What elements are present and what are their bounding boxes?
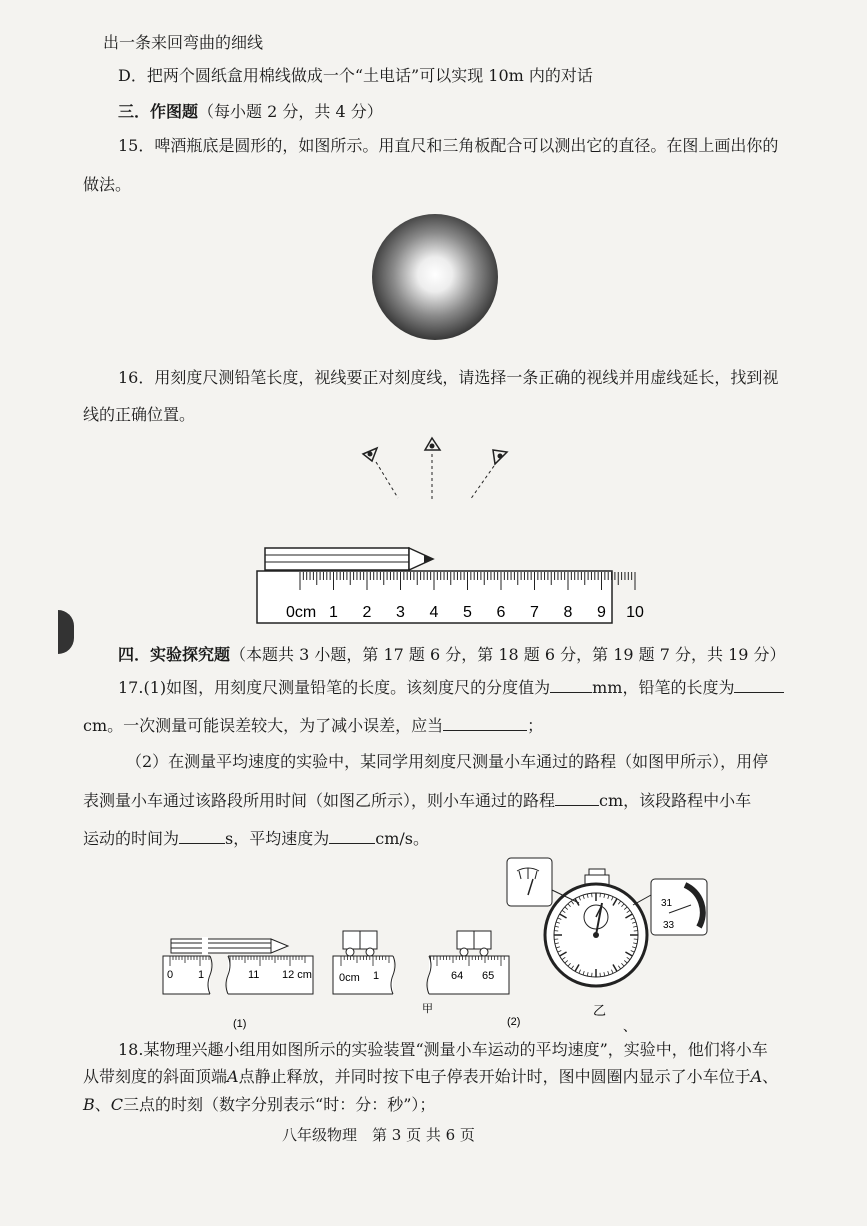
inset-number: 33 [663,920,675,931]
label-jia: 甲 [422,1003,433,1015]
ruler [257,571,644,623]
q17-line4 [83,790,751,811]
q18-line1: 18.某物理兴趣小组用如图所示的实验装置“测量小车运动的平均速度”，实验中，他们将小车 [118,1040,768,1059]
sight-line-left [376,462,398,498]
ruler-label: 7 [530,604,539,621]
q18-text: 点静止释放，并同时按下电子停表开始计时，图中圆圈内显示了小车位于 [238,1067,751,1086]
eye-middle-icon [425,438,440,450]
label-dot: 、 [623,1019,637,1034]
option-d: D．把两个圆纸盒用棉线做成一个“土电话”可以实现 10m 内的对话 [118,66,593,85]
q18-line2 [83,1067,778,1087]
caption-2: (2) [507,1016,521,1028]
caption-1: (1) [233,1018,247,1030]
section-3-heading [118,102,383,122]
q18-text: 、 [762,1067,779,1086]
section-3-title: 三．作图题 [118,102,199,121]
section-4-heading [118,645,786,665]
answer-blank-distance[interactable] [555,790,599,806]
eye-right-icon [493,450,507,464]
q17-text: 运动的时间为 [83,829,180,848]
q17-text: ； [527,716,544,735]
label-yi: 乙 [593,1003,607,1018]
ruler-label: 0 [167,969,174,981]
ruler-small-1 [163,954,313,996]
ruler-label: 65 [482,970,495,982]
ruler-label: 0cm [286,604,317,621]
q17-line5 [83,828,429,849]
ruler-label: 8 [563,604,573,621]
ruler-small-2 [333,954,509,996]
text-line: 出一条来回弯曲的细线 [103,33,264,52]
q16-line1: 16．用刻度尺测铅笔长度，视线要正对刻度线，请选择一条正确的视线并用虚线延长，找到视 [118,368,779,387]
q17-text: 17.(1)如图，用刻度尺测量铅笔的长度。该刻度尺的分度值为 [118,678,551,697]
section-4-title: 四．实验探究题 [118,645,231,664]
page-footer: 八年级物理 第 3 页 共 6 页 [282,1126,475,1144]
ruler-label: 2 [362,604,372,621]
ruler-label: 10 [626,604,644,621]
q17-text: cm。一次测量可能误差较大，为了减小误差，应当 [83,716,444,735]
ruler-label: 1 [373,970,380,982]
stopwatch-icon [545,869,647,986]
section-3-note: （每小题 2 分，共 4 分） [198,102,383,121]
ruler-label: 5 [463,604,472,621]
ruler-label: 4 [429,604,439,621]
q17-line2 [83,715,543,736]
q18-text: 从带刻度的斜面顶端 [83,1067,228,1086]
eye-left-icon [363,448,377,461]
answer-blank-method[interactable] [443,715,527,731]
q16-line2: 线的正确位置。 [83,405,196,424]
ruler-label: 9 [597,604,606,621]
ruler-label: 11 [248,969,260,981]
ruler-label: 3 [396,604,405,621]
q17-line3: （2）在测量平均速度的实验中，某同学用刻度尺测量小车通过的路程（如图甲所示），用停 [126,752,769,771]
ruler-label: 6 [496,604,506,621]
bottle-bottom-figure [370,212,500,342]
answer-blank-division[interactable] [550,677,592,693]
section-4-note: （本题共 3 小题，第 17 题 6 分，第 18 题 6 分，第 19 题 7 分，共 19 分） [230,645,786,664]
cart-end [457,931,491,956]
q17-text: s，平均速度为 [225,829,330,848]
cart-start [343,931,377,956]
point-a: A [750,1067,763,1086]
ruler-label: 64 [451,970,464,982]
answer-blank-length[interactable] [734,677,784,693]
q17-text: mm，铅笔的长度为 [592,678,735,697]
point-b: B [83,1095,95,1114]
answer-blank-speed[interactable] [329,828,375,844]
q15-line1: 15．啤酒瓶底是圆形的，如图所示。用直尺和三角板配合可以测出它的直径。在图上画出你的 [118,136,779,155]
page-edge-shadow [58,610,74,654]
sight-line-right [470,466,494,500]
q18-text: 三点的时刻（数字分别表示“时：分：秒”）； [123,1095,436,1114]
ruler-label: 12 cm [282,969,312,981]
q18-line3 [83,1095,435,1115]
bottle-bottom-circle [372,214,498,340]
q15-line2: 做法。 [83,175,132,194]
pencil-ruler-figure [250,430,644,630]
pencil [265,548,433,570]
q18-text: 、 [94,1095,111,1114]
answer-blank-time[interactable] [179,828,225,844]
ruler-label: 0cm [339,972,360,984]
q17-text: cm，该段路程中小车 [599,791,752,810]
ruler-label: 1 [198,969,205,981]
experiment-figures [155,855,720,1035]
inset-number: 31 [661,898,673,909]
ruler-label: 1 [329,604,338,621]
point-c: C [110,1095,124,1114]
pencil-small [171,937,288,955]
q17-text: 表测量小车通过该路段所用时间（如图乙所示），则小车通过的路程 [83,791,556,810]
q17-line1 [118,677,784,698]
point-a: A [227,1067,239,1086]
q17-text: cm/s。 [375,829,429,848]
